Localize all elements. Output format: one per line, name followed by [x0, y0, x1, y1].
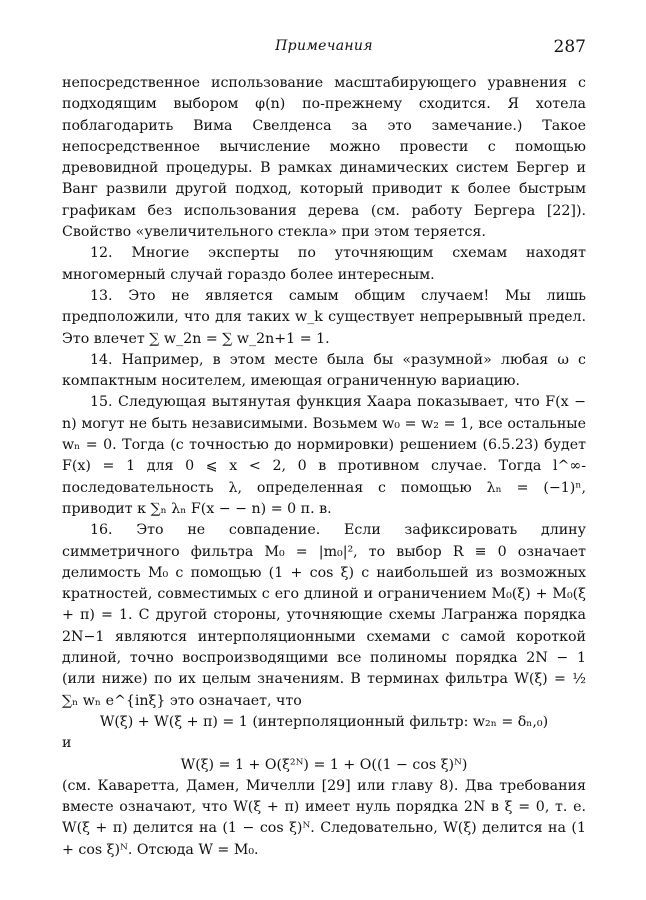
- note-14: 14. Например, в этом месте была бы «разумной» любая ω с компактным носителем, имеющая ограниченную вариацию.: [62, 351, 586, 390]
- conjunction-text: и: [62, 735, 72, 752]
- note-12: 12. Многие эксперты по уточняющим схемам находят многомерный случай гораздо более интересным.: [62, 245, 586, 283]
- paragraph-continuation: непосредственное использование масштабирующего уравнения с подходящим выбором φ(n) по-прежнему сходится. Я хотела поблагодарить Вима Свелденса за это замечание.) Такое непосредственное вычисление можно провести с помощью древовидной процедуры. В рамках динамических систем Бергер и Ванг развили другой подход, который приводит к более быстрым графикам без использования дерева (см. работу Бергера [22]). Свойство «увеличительного стекла» при этом теряется.: [62, 75, 586, 241]
- page-header: [62, 38, 586, 60]
- page-body: [62, 73, 586, 861]
- display-equation-interpolation: W(ξ) + W(ξ + π) = 1 (интерполяционный фильтр: w₂ₙ = δₙ,₀): [99, 713, 549, 730]
- note-15: 15. Следующая вытянутая функция Хаара показывает, что F(x − n) могут не быть независимыми. Возьмем w₀ = w₂ = 1, все остальные wₙ = 0. Тогда (с точностью до нормировки) решением (6.5.23) будет F(x) = 1 для 0 ⩽ x < 2, 0 в противном случае. Тогда l^∞-последовательность λ, определенная с помощью λₙ = (−1)ⁿ, приводит к ∑ₙ λₙ F(x − − n) = 0 п. в.: [62, 394, 586, 517]
- note-13: 13. Это не является самым общим случаем! Мы лишь предположили, что для таких w_k существует непрерывный предел. Это влечет ∑ w_2n = ∑ w_2n+1 = 1.: [62, 287, 586, 347]
- closing-paragraph: (см. Каваретта, Дамен, Мичелли [29] или главу 8). Два требования вместе означают, что W(ξ + π) имеет нуль порядка 2N в ξ = 0, т. е. W(ξ + π) делится на (1 − cos ξ)ᴺ. Следовательно, W(ξ) делится на (1 + cos ξ)ᴺ. Отсюда W = M₀.: [62, 777, 586, 858]
- note-16: 16. Это не совпадение. Если зафиксировать длину симметричного фильтра M₀ = |m₀|², то выбор R ≡ 0 означает делимость M₀ с помощью (1 + cos ξ) с наибольшей из возможных кратностей, совместимых с его длиной и ограничением M₀(ξ) + M₀(ξ + π) = 1. С другой стороны, уточняющие схемы Лагранжа порядка 2N−1 являются интерполяционными схемами с самой короткой длиной, точно воспроизводящими все полиномы порядка 2N − 1 (или ниже) по их целым значениям. В терминах фильтра W(ξ) = ½ ∑ₙ wₙ e^{inξ} это означает, что: [62, 522, 586, 709]
- page-number: 287: [553, 37, 586, 57]
- display-equation-order: W(ξ) = 1 + O(ξ²ᴺ) = 1 + O((1 − cos ξ)ᴺ): [180, 756, 468, 773]
- running-title: Примечания: [275, 38, 373, 54]
